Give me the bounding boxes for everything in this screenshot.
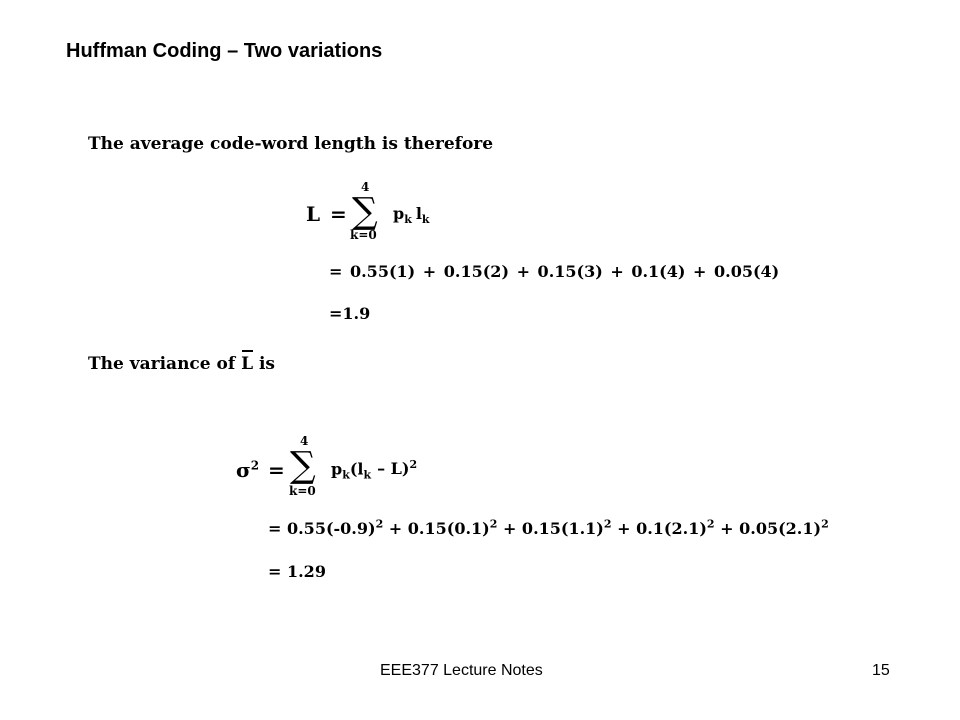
footer-course: EEE377 Lecture Notes bbox=[380, 662, 543, 679]
eq2-equals: = bbox=[268, 458, 285, 482]
footer-page-number: 15 bbox=[872, 662, 890, 679]
eq1-equals: = bbox=[330, 202, 347, 226]
eq2-term: = $0.55(-0.9)^2$ bbox=[268, 518, 384, 539]
slide-title: Huffman Coding – Two variations bbox=[66, 40, 383, 62]
eq2-term: + $0.15(1.1)^2$ bbox=[502, 518, 612, 539]
eq1-result: =1.9 bbox=[329, 304, 371, 323]
eq1-sigma-icon: ∑ bbox=[352, 191, 378, 232]
eq2-summand: $p_k(l_k - L)^2$ bbox=[331, 458, 418, 482]
eq2-term: + $0.15(0.1)^2$ bbox=[388, 518, 498, 539]
eq2-sum-upper: 4 bbox=[300, 434, 309, 448]
paragraph-variance: The variance of L is bbox=[88, 354, 275, 374]
variance-L: L bbox=[241, 354, 254, 374]
eq1-expansion: = 0.55(1) + 0.15(2) + 0.15(3) + 0.1(4) + 0.05(4) bbox=[329, 262, 780, 281]
eq1-sum-lower: k=0 bbox=[350, 228, 377, 242]
eq2-term: + $0.1(2.1)^2$ bbox=[617, 518, 715, 539]
eq2-expansion bbox=[268, 518, 829, 538]
eq1-sum-upper: 4 bbox=[361, 180, 370, 194]
eq2-sigma-squared: $\sigma^2$ bbox=[236, 458, 260, 482]
eq2-term: + $0.05(2.1)^2$ bbox=[720, 518, 829, 539]
eq2-result: = 1.29 bbox=[268, 562, 326, 581]
eq2-sum-lower: k=0 bbox=[289, 484, 316, 498]
eq1-lhs-L: L bbox=[306, 202, 321, 226]
eq2-sigma-icon: ∑ bbox=[290, 445, 316, 486]
paragraph-average-length: The average code-word length is therefore bbox=[88, 134, 494, 154]
eq1-summand: $p_k$ $l_k$ bbox=[393, 204, 430, 227]
